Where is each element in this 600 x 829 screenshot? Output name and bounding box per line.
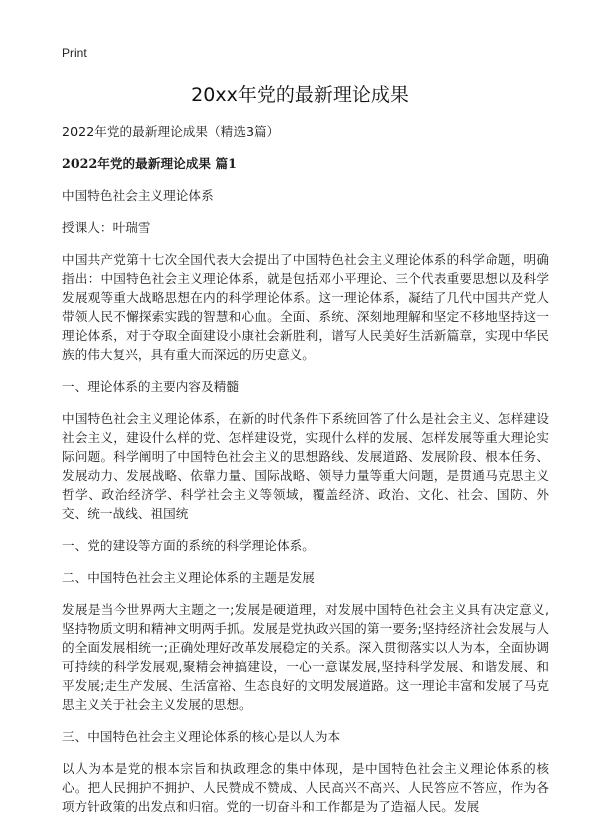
document-title: 20xx年党的最新理论成果 — [191, 84, 409, 106]
heading-2: 二、中国特色社会主义理论体系的主题是发展 — [62, 570, 315, 585]
document-body — [62, 122, 549, 829]
heading-3: 三、中国特色社会主义理论体系的核心是以人为本 — [62, 729, 341, 744]
intro-paragraph: 中国共产党第十七次全国代表大会提出了中国特色社会主义理论体系的科学命题，明确指出：中国特色社会主义理论体系，就是包括邓小平理论、三个代表重要思想以及科学发展观等重大战略思想在内的科学理论体系。这一理论体系，凝结了几代中国共产党人带领人民不懈探索实践的智慧和心血。全面、系统、深刻地理解和坚定不移地坚持这一理论体系，对于夺取全面建设小康社会新胜利，谱写人民美好生活新篇章，实现中华民族的伟大复兴，具有重大而深远的历史意义。 — [62, 252, 549, 362]
topic-line: 中国特色社会主义理论体系 — [62, 188, 214, 203]
lecturer-line: 授课人：叶瑞雪 — [62, 220, 151, 235]
print-link[interactable]: Print — [62, 46, 87, 60]
heading-1b: 一、党的建设等方面的系统的科学理论体系。 — [62, 538, 315, 553]
paragraph-1: 中国特色社会主义理论体系，在新的时代条件下系统回答了什么是社会主义、怎样建设社会主义，建设什么样的党、怎样建设党，实现什么样的发展、怎样发展等重大理论实际问题。科学阐明了中国特色社会主义的思想路线、发展道路、发展阶段、根本任务、发展动力、发展战略、依靠力量、国际战略、领导力量等重大问题，是贯通马克思主义哲学、政治经济学、科学社会主义等领域，覆盖经济、政治、文化、社会、国防、外交、统一战线、祖国统 — [62, 411, 549, 521]
heading-1: 一、理论体系的主要内容及精髓 — [62, 379, 240, 394]
paragraph-2: 发展是当今世界两大主题之一;发展是硬道理，对发展中国特色社会主义具有决定意义,坚持物质文明和精神文明两手抓。发展是党执政兴国的第一要务;坚持经济社会发展与人的全面发展相统一;正确处理好改革发展稳定的关系。深入贯彻落实以人为本，全面协调可持续的科学发展观,聚精会神搞建设，一心一意谋发展,坚持科学发展、和谐发展、和平发展;走生产发展、生活富裕、生态良好的文明发展道路。这一理论丰富和发展了马克思主义关于社会主义发展的思想。 — [62, 602, 549, 712]
paragraph-3: 以人为本是党的根本宗旨和执政理念的集中体现，是中国特色社会主义理论体系的核心。把人民拥护不拥护、人民赞成不赞成、人民高兴不高兴、人民答应不答应，作为各项方针政策的出发点和归宿。党的一切奋斗和工作都是为了造福人民。发展 — [62, 761, 549, 814]
section-heading: 2022年党的最新理论成果 篇1 — [62, 156, 237, 171]
document-subtitle: 2022年党的最新理论成果（精选3篇） — [62, 124, 280, 139]
